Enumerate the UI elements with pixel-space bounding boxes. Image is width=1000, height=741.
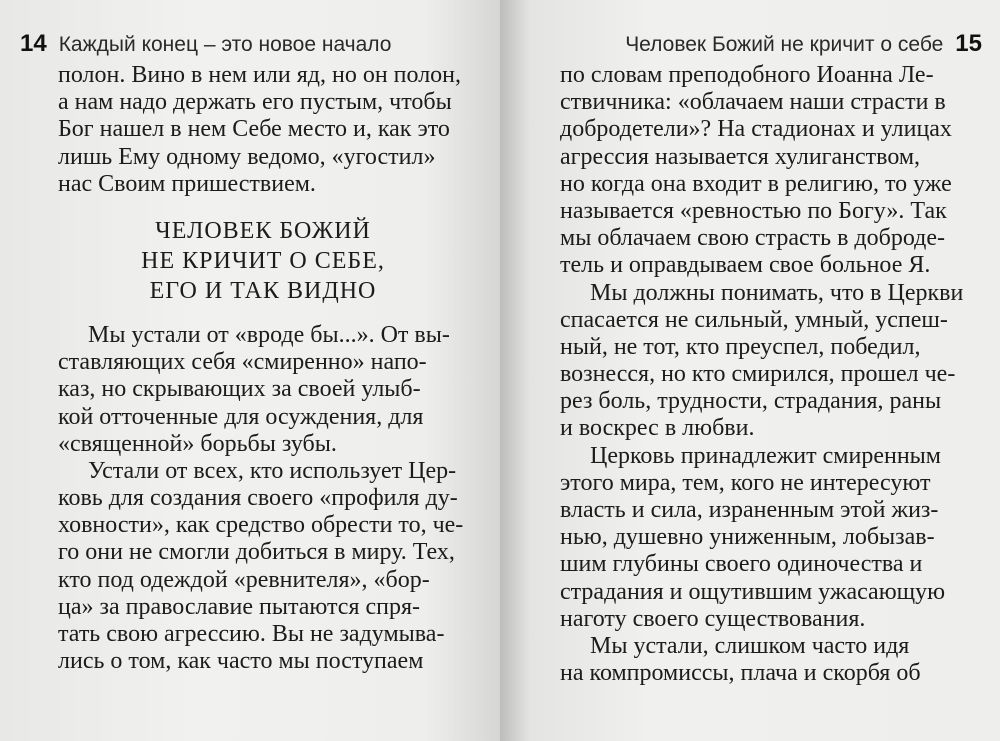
text-line: а нам надо держать его пустым, чтобы bbox=[58, 89, 452, 116]
heading-line: ЧЕЛОВЕК БОЖИЙ bbox=[155, 217, 371, 244]
text-line: по словам преподобного Иоанна Ле- bbox=[560, 62, 934, 88]
text-line: кто под одеждой «ревнителя», «бор- bbox=[58, 566, 430, 593]
left-body-text bbox=[58, 62, 468, 675]
text-line: называется «ревностью по Богу». Так bbox=[560, 197, 947, 224]
right-page bbox=[500, 0, 1000, 741]
left-running-title: Каждый конец – это новое начало bbox=[58, 33, 392, 56]
text-line: этого мира, тем, кого не интересуют bbox=[560, 469, 931, 496]
text-line: наготу своего существования. bbox=[560, 605, 866, 632]
text-line: шим глубины своего одиночества и bbox=[560, 551, 923, 578]
text-line: страдания и ощутившим ужасающую bbox=[560, 578, 946, 605]
heading-line: НЕ КРИЧИТ О СЕБЕ, bbox=[141, 247, 385, 274]
text-line: добродетели»? На стадионах и улицах bbox=[560, 116, 952, 143]
text-line: рез боль, трудности, страдания, раны bbox=[560, 388, 942, 415]
text-line: тель и оправдываем свое больное Я. bbox=[560, 252, 931, 279]
text-line: каз, но скрывающих за своей улыб- bbox=[58, 376, 421, 403]
text-line: лишь Ему одному ведомо, «угостил» bbox=[58, 143, 436, 170]
text-line: но когда она входит в религию, то уже bbox=[560, 170, 952, 197]
text-line: нью, душевно униженным, лобызав- bbox=[560, 524, 935, 551]
text-line: вознесся, но кто смирился, прошел че- bbox=[560, 361, 956, 388]
heading-line: ЕГО И ТАК ВИДНО bbox=[149, 277, 377, 304]
text-line: ный, не тот, кто преуспел, победил, bbox=[560, 333, 921, 360]
text-line: мы облачаем свою страсть в доброде- bbox=[560, 225, 945, 252]
right-body-text bbox=[560, 62, 985, 687]
text-line: спасается не сильный, умный, успеш- bbox=[560, 306, 948, 333]
text-line: Мы устали, слишком часто идя bbox=[590, 632, 910, 659]
text-line: Церковь принадлежит смиренным bbox=[590, 442, 941, 469]
text-line: ховности», как средство обрести то, че- bbox=[58, 512, 464, 539]
chapter-heading bbox=[58, 216, 468, 306]
text-line: Бог нашел в нем Себе место и, как это bbox=[58, 116, 450, 143]
text-line: ствичника: «облачаем наши страсти в bbox=[560, 89, 946, 116]
text-line: Мы должны понимать, что в Церкви bbox=[590, 279, 964, 306]
text-line: агрессия называется хулиганством, bbox=[560, 143, 921, 170]
text-line: власть и сила, израненным этой жиз- bbox=[560, 497, 939, 523]
text-line: Устали от всех, кто использует Цер- bbox=[88, 457, 457, 484]
right-running-head bbox=[625, 30, 982, 58]
right-page-number: 15 bbox=[955, 30, 982, 57]
text-line: нас Своим пришествием. bbox=[58, 170, 316, 197]
left-running-head bbox=[20, 30, 391, 58]
text-line: Мы устали от «вроде бы...». От вы- bbox=[88, 321, 450, 348]
text-line: кой отточенные для осуждения, для bbox=[58, 403, 424, 430]
text-line: полон. Вино в нем или яд, но он полон, bbox=[58, 62, 462, 88]
right-running-title: Человек Божий не кричит о себе bbox=[625, 33, 944, 56]
left-page-number: 14 bbox=[20, 30, 47, 57]
text-line: тать свою агрессию. Вы не задумыва- bbox=[58, 621, 445, 647]
text-line: и воскрес в любви. bbox=[560, 415, 755, 442]
text-line: ставляющих себя «смиренно» напо- bbox=[58, 349, 427, 376]
text-line: лись о том, как часто мы поступаем bbox=[58, 648, 424, 675]
text-line: ца» за православие пытаются спря- bbox=[58, 593, 421, 620]
text-line: «священной» борьбы зубы. bbox=[58, 430, 337, 457]
text-line: го они не смогли добиться в миру. Тех, bbox=[58, 539, 455, 566]
text-line: на компромиссы, плача и скорбя об bbox=[560, 660, 921, 687]
text-line: ковь для создания своего «профиля ду- bbox=[58, 485, 458, 512]
